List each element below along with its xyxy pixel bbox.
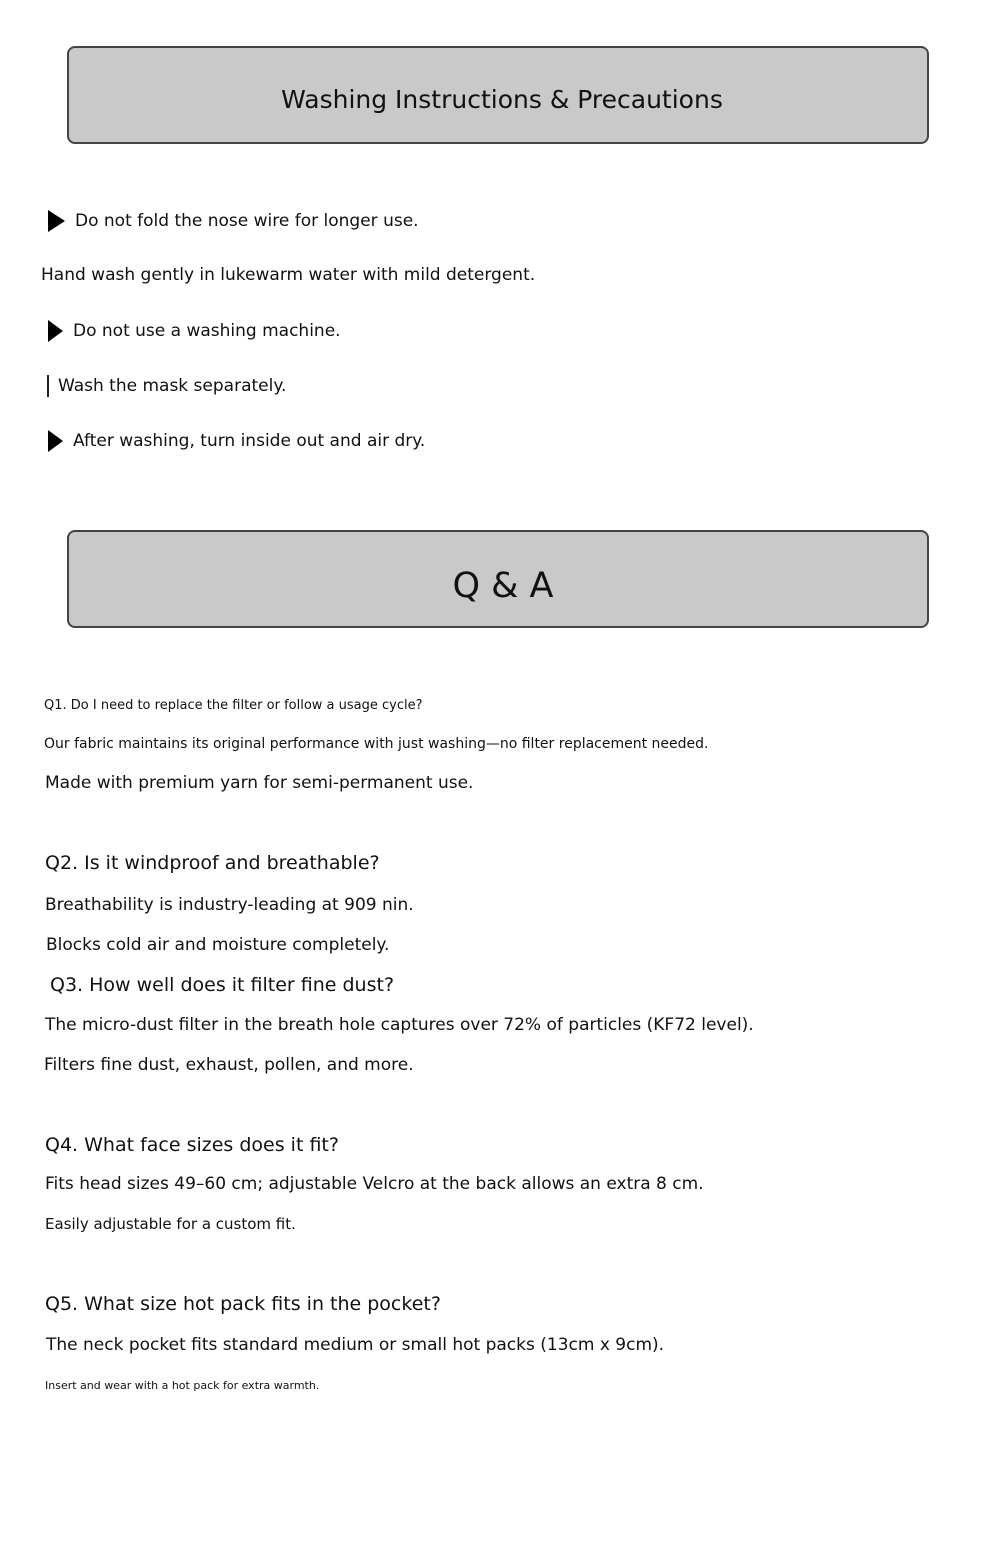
washing-item [48, 320, 341, 342]
answer-text: Breathability is industry-leading at 909 nin. [45, 895, 414, 915]
q3-answer [45, 1017, 754, 1034]
washing-title: Washing Instructions & Precautions [281, 84, 723, 114]
q5-answer [45, 1380, 319, 1391]
answer-text: Our fabric maintains its original performance with just washing—no filter replacement needed. [44, 736, 709, 752]
q2-answer [45, 897, 414, 914]
washing-item-text: Do not fold the nose wire for longer use. [75, 210, 419, 231]
question-text: Q3. How well does it filter fine dust? [50, 974, 395, 996]
q2-question [45, 854, 380, 873]
q1-answer [45, 775, 473, 792]
q5-question [45, 1295, 441, 1314]
q5-answer [46, 1337, 664, 1354]
washing-item-text: Hand wash gently in lukewarm water with mild detergent. [41, 265, 536, 285]
washing-header-box [67, 46, 929, 144]
answer-text: Insert and wear with a hot pack for extra warmth. [45, 1379, 320, 1392]
washing-item-text: Do not use a washing machine. [73, 320, 341, 341]
q2-answer [46, 937, 389, 954]
triangle-icon [48, 210, 65, 232]
washing-item-text: After washing, turn inside out and air dry. [73, 430, 426, 451]
triangle-icon [48, 430, 63, 452]
question-text: Q5. What size hot pack fits in the pocket? [45, 1293, 441, 1315]
q4-answer [45, 1217, 296, 1232]
q4-answer [45, 1176, 704, 1193]
washing-item-text: Wash the mask separately. [58, 375, 287, 396]
q3-answer [44, 1057, 414, 1074]
answer-text: Fits head sizes 49–60 cm; adjustable Velcro at the back allows an extra 8 cm. [45, 1174, 704, 1194]
answer-text: The micro-dust filter in the breath hole captures over 72% of particles (KF72 level). [45, 1015, 754, 1035]
vertical-bar-icon [47, 375, 49, 397]
qa-title: Q & A [452, 566, 554, 606]
qa-header-box [67, 530, 929, 628]
question-text: Q4. What face sizes does it fit? [45, 1134, 339, 1156]
washing-item [47, 375, 286, 397]
answer-text: Made with premium yarn for semi-permanent use. [45, 773, 474, 793]
q1-question [44, 699, 423, 712]
answer-text: Blocks cold air and moisture completely. [46, 935, 390, 955]
q3-question [50, 976, 394, 995]
answer-text: The neck pocket fits standard medium or small hot packs (13cm x 9cm). [46, 1335, 665, 1355]
washing-item [41, 267, 535, 284]
washing-item [48, 210, 419, 232]
q1-answer [44, 737, 708, 751]
washing-item [48, 430, 425, 452]
question-text: Q2. Is it windproof and breathable? [45, 852, 380, 874]
q4-question [45, 1136, 339, 1155]
question-text: Q1. Do I need to replace the filter or follow a usage cycle? [44, 698, 423, 713]
answer-text: Easily adjustable for a custom fit. [45, 1215, 296, 1233]
triangle-icon [48, 320, 63, 342]
answer-text: Filters fine dust, exhaust, pollen, and more. [44, 1055, 414, 1075]
